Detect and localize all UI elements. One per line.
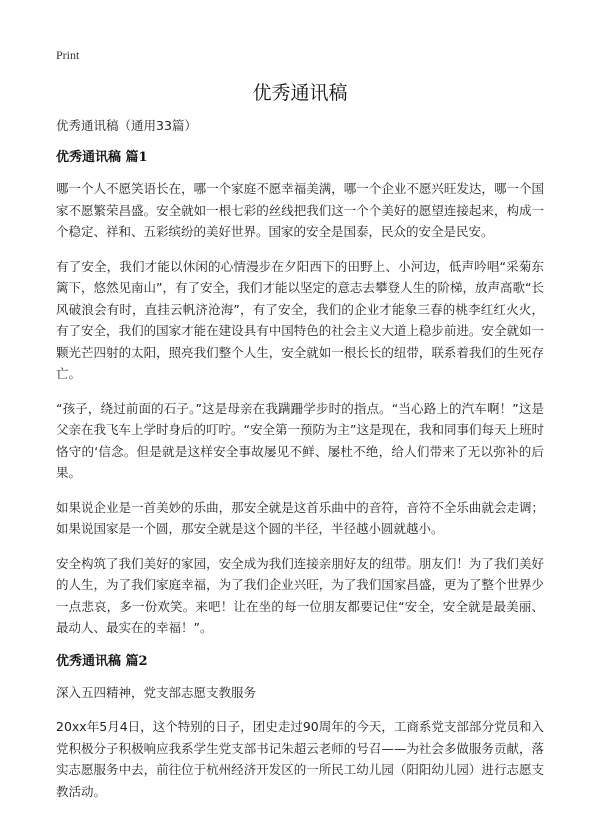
paragraph: “孩子，绕过前面的石子。”这是母亲在我蹒跚学步时的指点。“当心路上的汽车啊！”这是父亲在我飞车上学时身后的叮咛。“安全第一预防为主”这是现在，我和同事们每天上班时恪守的‘信念。但是就是这样安全事故屡见不鲜、屡杜不绝，给人们带来了无以弥补的后果。 [56,400,544,480]
document-subtitle: 优秀通讯稿（通用33篇） [56,118,197,133]
section-heading-1: 优秀通讯稿 篇1 [56,150,148,165]
paragraph: 如果说企业是一首美妙的乐曲，那安全就是这首乐曲中的音符，音符不全乐曲就会走调；如果说国家是一个圆，那安全就是这个圆的半径，半径越小圆就越小。 [56,499,544,536]
paragraph: 安全构筑了我们美好的家园，安全成为我们连接亲朋好友的纽带。朋友们！为了我们美好的人生，为了我们家庭幸福，为了我们企业兴旺，为了我们国家昌盛，更为了整个世界少一点悲哀，多一份欢笑。来吧！让在坐的每一位朋友都要记住“安全，安全就是最美丽、最动人、最实在的幸福！”。 [56,555,544,635]
page-title: 优秀通讯稿 [252,82,348,104]
print-link[interactable]: Print [56,48,80,62]
paragraph: 深入五四精神，党支部志愿支教服务 [56,684,257,700]
paragraph: 哪一个人不愿笑语长在，哪一个家庭不愿幸福美满，哪一个企业不愿兴旺发达，哪一个国家不愿繁荣昌盛。安全就如一根七彩的丝线把我们这一个个美好的愿望连接起来，构成一个稳定、祥和、五彩缤纷的美好世界。国家的安全是国泰，民众的安全是民安。 [56,181,544,239]
article-body [56,116,544,815]
section-heading-2: 优秀通讯稿 篇2 [56,653,148,669]
paragraph: 20xx年5月4日，这个特别的日子，团史走过90周年的今天，工商系党支部部分党员和入党积极分子积极响应我系学生党支部书记朱超云老师的号召——为社会多做服务贡献，落实志愿服务中去，前往位于杭州经济开发区的一所民工幼儿园（阳阳幼儿园）进行志愿支教活动。 [56,719,544,799]
paragraph: 有了安全，我们才能以休闲的心情漫步在夕阳西下的田野上、小河边，低声吟唱“采菊东篱下，悠然见南山”，有了安全，我们才能以坚定的意志去攀登人生的阶梯，放声高歌“长风破浪会有时，直挂云帆济沧海”，有了安全，我们的企业才能象三春的桃李红红火火，有了安全，我们的国家才能在建设具有中国特色的社会主义大道上稳步前进。安全就如一颗光芒四射的太阳，照亮我们整个人生，安全就如一根长长的纽带，联系着我们的生死存亡。 [56,258,544,381]
